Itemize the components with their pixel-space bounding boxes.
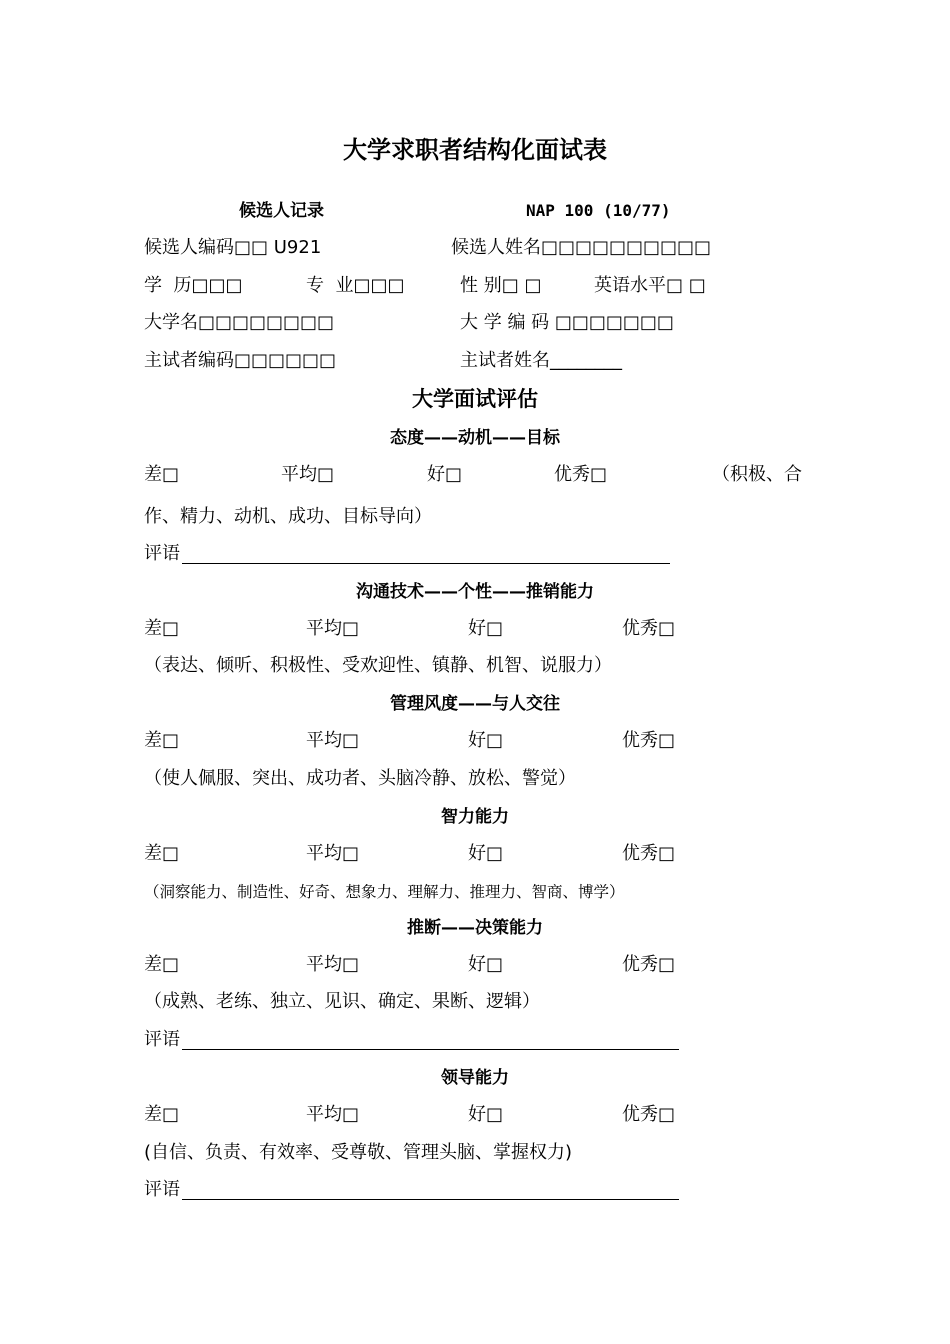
- comment-line[interactable]: [182, 1199, 679, 1200]
- rating-poor[interactable]: 差□: [144, 618, 180, 639]
- comment-line[interactable]: [182, 1049, 679, 1050]
- university-name-field[interactable]: 大学名□□□□□□□□: [144, 312, 335, 333]
- interviewer-name-field[interactable]: 主试者姓名________: [460, 350, 622, 371]
- rating-average[interactable]: 平均□: [306, 730, 360, 751]
- rating-poor[interactable]: 差□: [144, 730, 180, 751]
- rating-good[interactable]: 好□: [468, 843, 504, 864]
- rating-good[interactable]: 好□: [468, 1104, 504, 1125]
- rating-good[interactable]: 好□: [427, 464, 463, 485]
- judgment-description: （成熟、老练、独立、见识、确定、果断、逻辑）: [144, 991, 540, 1012]
- form-code: NAP 100 (10/77): [526, 201, 671, 220]
- section-heading-leadership: 领导能力: [441, 1068, 509, 1088]
- rating-average[interactable]: 平均□: [306, 843, 360, 864]
- rating-good[interactable]: 好□: [468, 954, 504, 975]
- rating-poor[interactable]: 差□: [144, 954, 180, 975]
- rating-excellent[interactable]: 优秀□: [622, 730, 676, 751]
- section-heading-communication: 沟通技术——个性——推销能力: [356, 582, 594, 602]
- rating-good[interactable]: 好□: [468, 618, 504, 639]
- candidate-record-heading: 候选人记录: [239, 201, 324, 221]
- university-code-field[interactable]: 大 学 编 码 □□□□□□□: [460, 312, 674, 333]
- evaluation-title: 大学面试评估: [412, 387, 538, 411]
- attitude-description-cont: 作、精力、动机、成功、目标导向）: [144, 506, 432, 527]
- rating-average[interactable]: 平均□: [281, 464, 335, 485]
- rating-poor[interactable]: 差□: [144, 464, 180, 485]
- candidate-name-field[interactable]: 候选人姓名□□□□□□□□□□: [451, 237, 712, 258]
- english-level-field[interactable]: 英语水平□ □: [594, 275, 706, 296]
- rating-excellent[interactable]: 优秀□: [622, 1104, 676, 1125]
- section-heading-management: 管理风度——与人交往: [390, 694, 560, 714]
- candidate-code-field[interactable]: 候选人编码□□ U921: [144, 237, 322, 258]
- communication-description: （表达、倾听、积极性、受欢迎性、镇静、机智、说服力）: [144, 655, 612, 676]
- rating-average[interactable]: 平均□: [306, 618, 360, 639]
- section-heading-attitude: 态度——动机——目标: [390, 428, 560, 448]
- leadership-description: (自信、负责、有效率、受尊敬、管理头脑、掌握权力): [144, 1142, 573, 1163]
- rating-excellent[interactable]: 优秀□: [622, 954, 676, 975]
- interviewer-code-field[interactable]: 主试者编码□□□□□□: [144, 350, 337, 371]
- section-heading-intelligence: 智力能力: [441, 807, 509, 827]
- rating-good[interactable]: 好□: [468, 730, 504, 751]
- page-title: 大学求职者结构化面试表: [343, 136, 607, 164]
- rating-poor[interactable]: 差□: [144, 1104, 180, 1125]
- comment-label: 评语: [144, 1179, 180, 1200]
- attitude-description: （积极、合: [712, 464, 802, 485]
- rating-poor[interactable]: 差□: [144, 843, 180, 864]
- intelligence-description: （洞察能力、制造性、好奇、想象力、理解力、推理力、智商、博学）: [144, 883, 625, 901]
- comment-label: 评语: [144, 1029, 180, 1050]
- comment-label: 评语: [144, 543, 180, 564]
- major-field[interactable]: 专 业□□□: [306, 275, 405, 296]
- rating-excellent[interactable]: 优秀□: [554, 464, 608, 485]
- rating-average[interactable]: 平均□: [306, 1104, 360, 1125]
- rating-excellent[interactable]: 优秀□: [622, 618, 676, 639]
- section-heading-judgment: 推断——决策能力: [407, 918, 543, 938]
- education-field[interactable]: 学 历□□□: [144, 275, 243, 296]
- comment-line[interactable]: [182, 563, 670, 564]
- management-description: （使人佩服、突出、成功者、头脑冷静、放松、警觉）: [144, 768, 576, 789]
- gender-field[interactable]: 性 别□ □: [460, 275, 542, 296]
- rating-excellent[interactable]: 优秀□: [622, 843, 676, 864]
- rating-average[interactable]: 平均□: [306, 954, 360, 975]
